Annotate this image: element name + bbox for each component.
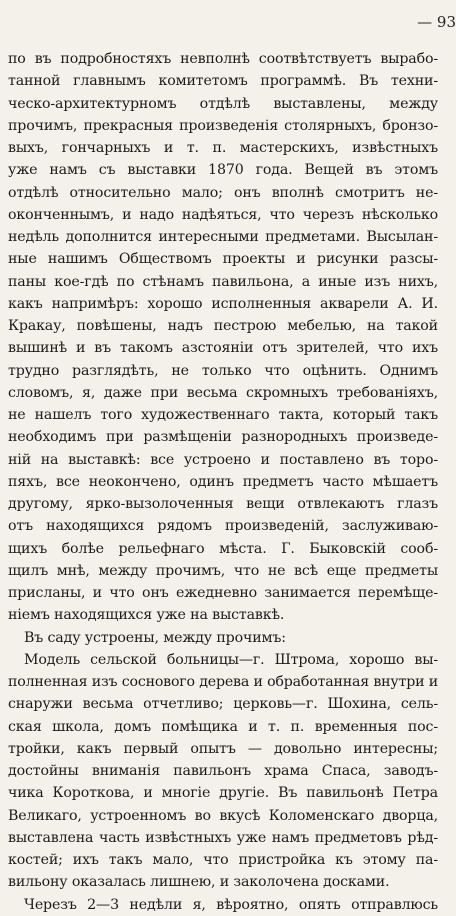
text-line: необходимъ при размѣщеніи разнородныхъ произведе-: [8, 429, 438, 446]
text-line: вильону оказалась лишнею, и заколочена досками.: [8, 874, 390, 891]
text-line: Великаго, устроенномъ во вкусѣ Коломенскаго дворца,: [8, 807, 438, 824]
text-line: щихъ болѣе рельефнаго мѣста. Г. Быковскій сооб-: [8, 540, 438, 557]
text-line: ческо-архитектурномъ отдѣлѣ выставлены, между: [8, 95, 438, 112]
text-line: другому, ярко-вызолоченныя вещи отвлекаютъ глазъ: [8, 496, 438, 512]
text-line: костей; ихъ такъ мало, что пристройка къ этому па-: [8, 852, 438, 868]
paragraph: [8, 48, 438, 627]
text-line: оконченнымъ, и надо надѣяться, что черезъ нѣсколько: [8, 206, 438, 223]
paragraphs-container: [8, 48, 438, 916]
text-line: ній на выставкѣ: все устроено и поставлено въ торо-: [8, 451, 438, 468]
text-line: трудно разглядѣть, не только что оцѣнить. Однимъ: [8, 362, 438, 379]
text-line: по въ подробностяхъ невполнѣ соотвѣтствуетъ вырабо-: [8, 51, 438, 67]
text-body: [8, 48, 438, 916]
text-line: чика Короткова, и многіе другіе. Въ павильонѣ Петра: [8, 785, 438, 802]
paragraph: [8, 649, 438, 894]
text-line: прочимъ, прекрасныя произведенія столярныхъ, бронзо-: [8, 117, 438, 134]
text-line: выставлена часть извѣстныхъ уже намъ предметовъ рѣд-: [8, 829, 438, 846]
text-line: Черезъ 2—3 недѣли я, вѣроятно, опять отправлюсь: [24, 896, 438, 913]
text-line: Въ саду устроены, между прочимъ:: [24, 629, 286, 646]
text-line: щилъ мнѣ, между прочимъ, что не всѣ еще предметы: [8, 562, 438, 579]
text-line: какъ напримѣръ: хорошо исполненныя акварели А. И.: [8, 295, 438, 312]
text-line: присланы, и что онъ ежедневно занимается перемѣще-: [8, 585, 438, 601]
text-line: ская школа, домъ помѣщика и т. п. временныя пос-: [8, 718, 438, 735]
text-line: снаружи весьма отчетливо; церковь—г. Шохина, сель-: [8, 696, 438, 713]
text-line: словомъ, я, даже при весьма скромныхъ требованіяхъ,: [8, 384, 438, 401]
text-line: танной главнымъ комитетомъ программѣ. Въ техни-: [8, 73, 438, 90]
text-line: вышинѣ и въ такомъ азстояніи отъ зрителей, что ихъ: [8, 340, 438, 357]
text-line: недѣль дополнится интересными предметами. Высылан-: [8, 229, 438, 245]
text-line: отъ находящихся рядомъ произведеній, заслуживаю-: [8, 518, 438, 535]
text-line: ніемъ находящихся уже на выставкѣ.: [8, 607, 285, 624]
paragraph: [8, 894, 438, 916]
text-line: Кракау, повѣшены, надъ пестрою мебелью, на такой: [8, 318, 438, 334]
text-line: выхъ, гончарныхъ и т. п. мастерскихъ, извѣстныхъ: [8, 140, 438, 156]
text-line: отдѣлѣ относительно мало; онъ вполнѣ смотритъ не-: [8, 184, 438, 201]
text-line: достойны вниманія павильонъ храма Спаса, заводъ-: [8, 763, 438, 779]
text-line: уже намъ съ выставки 1870 года. Вещей въ этомъ: [8, 162, 438, 179]
page-number: — 93: [417, 13, 456, 31]
text-line: паны кое-гдѣ по стѣнамъ павильона, а иные изъ нихъ,: [8, 273, 438, 290]
paragraph: [8, 627, 438, 649]
text-line: Модель сельской больницы—г. Штрома, хорошо вы-: [24, 651, 438, 668]
text-line: тройки, какъ первый опытъ — довольно интересны;: [8, 740, 438, 757]
text-line: пяхъ, все неокончено, одинъ предметъ часто мѣшаетъ: [8, 473, 438, 490]
text-line: ные нашимъ Обществомъ проекты и рисунки разсы-: [8, 251, 438, 268]
text-line: не нашелъ того художественнаго такта, который такъ: [8, 407, 438, 423]
text-line: полненная изъ соснового дерева и обработанная внутри и: [8, 674, 438, 690]
